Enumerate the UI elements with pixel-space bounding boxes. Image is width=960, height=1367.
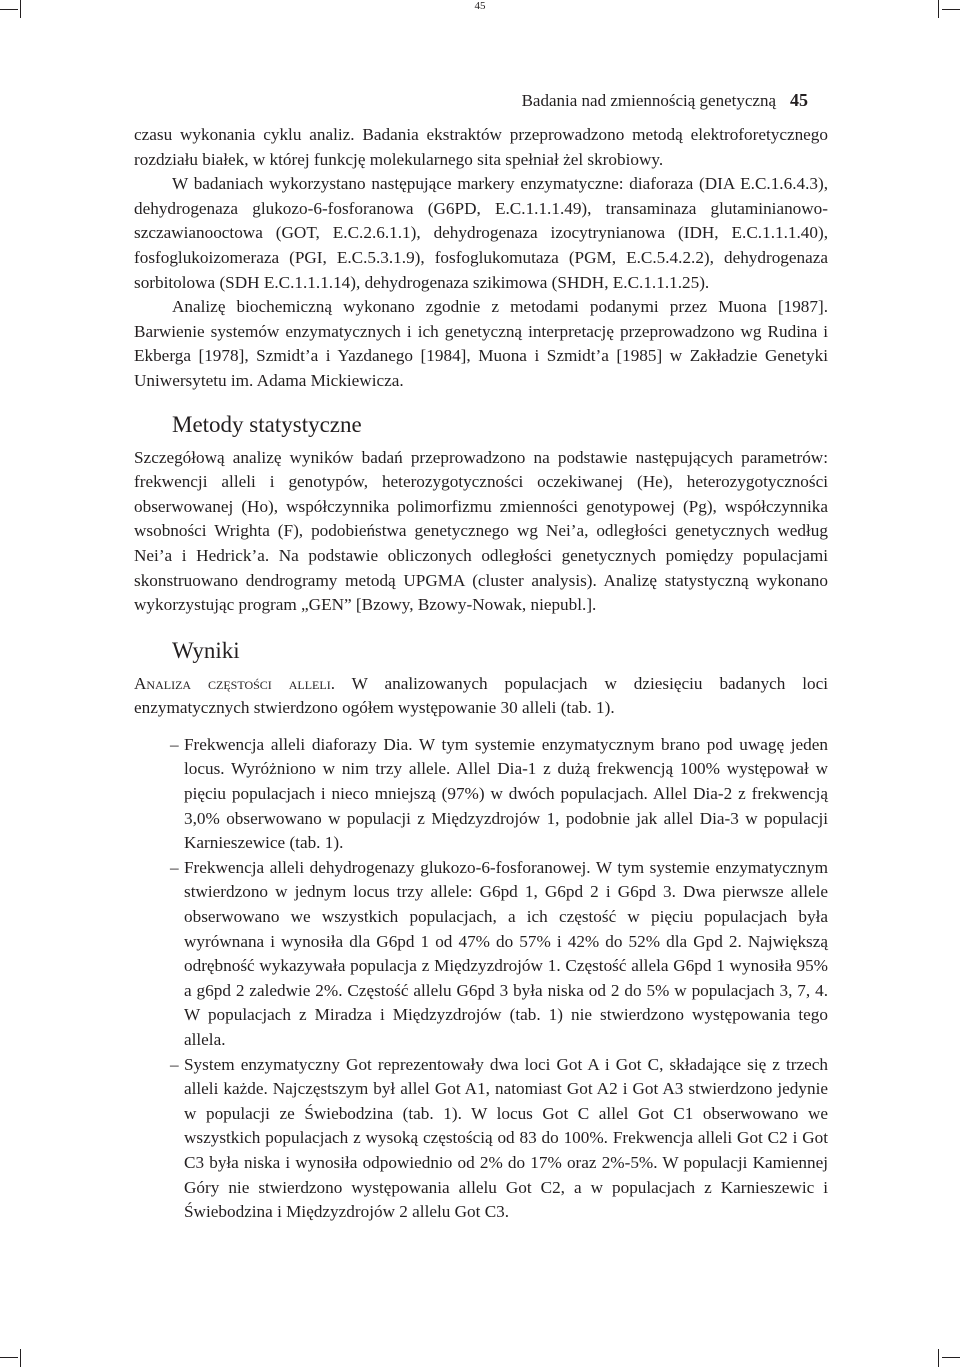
section-heading-stats: Metody statystyczne [172, 411, 362, 437]
list-item [134, 733, 828, 856]
crop-mark [0, 1357, 18, 1358]
dash-bullet: – [170, 734, 179, 754]
list-item-text: Frekwencja alleli dehydrogenazy glukozo-6-fosforanowej. W tym systemie enzymatycznym stwierdzono w jednym locus trzy allele: G6pd 1, G6pd 2 i G6pd 3. Dwa pierwsze allele obserwowano we wszystkich populacjach, a ich częstość w pięciu populacjach była wyrównana i wynosiła dla G6pd 1 od 47% do 57% i 42% do 52% dla Gpd 2. Największą odrębność wykazywała populacja z Międzyzdrojów 1. Częstość allela G6pd 1 wynosiła 95% a g6pd 2 zaledwie 2%. Częstość allelu G6pd 3 była niska od 2 do 5% w populacjach 3, 7, 4. W populacjach z Miradza i Międzyzdrojów (tab. 1) nie stwierdzono występowania tego allela. [184, 857, 828, 1049]
crop-mark [20, 1349, 21, 1367]
printer-slug-page-number: 45 [474, 0, 486, 12]
list-item-text: System enzymatyczny Got reprezentowały dwa loci Got A i Got C, składające się z trzech alleli każde. Najczęstszym był allel Got A1, natomiast Got A2 i Got A3 stwierdzono jedynie w populacji ze Świebodzina (tab. 1). W locus Got C allel Got C1 obserwowano we wszystkich populacjach z wysoką częstością od 83 do 100%. Frekwencja alleli Got C2 i Got C3 była niska i wynosiła odpowiednio od 2% do 17% oraz 2%-5%. W populacji Kamiennej Góry nie stwierdzono występowania allelu Got C2, a w populacjach z Karnieszewic i Świebodzina i Międzyzdrojów 2 allelu Got C3. [184, 1054, 828, 1222]
crop-mark [938, 1349, 939, 1367]
running-header [134, 89, 808, 112]
results-dash-list [134, 733, 828, 1225]
list-item-text: Frekwencja alleli diaforazy Dia. W tym systemie enzymatycznym brano pod uwagę jeden locus. Wyróżniono w nim trzy allele. Allel Dia-1 z dużą frekwencją 100% występował w pięciu populacjach i nieco mniejszą (97%) w dwóch populacjach. Allel Dia-2 z frekwencją 3,0% obserwowano w populacji z Międzyzdrojów 1, podobnie jak allel Dia-3 w populacji Karnieszewice (tab. 1). [184, 734, 828, 853]
lead-text: W analizowanych populacjach w dziesięciu badanych loci enzymatycznych stwierdzono ogółem występowanie 30 alleli (tab. 1). [134, 673, 829, 718]
crop-mark [942, 1357, 960, 1358]
page-body [134, 123, 828, 1225]
list-item [134, 1053, 828, 1225]
paragraph-results-lead [134, 672, 828, 721]
paragraph-markers: W badaniach wykorzystano następujące markery enzymatyczne: diaforaza (DIA E.C.1.6.4.3), dehydrogenaza glukozo-6-fosforanowa (G6PD, E.C.1.1.1.49), transaminaza glutaminianowo-szczawianooctowa (GOT, E.C.2.6.1.1), dehydrogenaza izocytrynianowa (IDH, E.C.1.1.1.40), fosfoglukoizomeraza (PGI, E.C.5.3.1.9), fosfoglukomutaza (PGM, E.C.5.4.2.2), dehydrogenaza sorbitolowa (SDH E.C.1.1.1.14), dehydrogenaza szikimowa (SHDH, E.C.1.1.1.25). [134, 174, 828, 292]
section-heading-results: Wyniki [172, 637, 240, 663]
paragraph-continuation: czasu wykonania cyklu analiz. Badania ekstraktów przeprowadzono metodą elektroforetycznego rozdziału białek, w której funkcję molekularnego sita spełniał żel skrobiowy. [134, 125, 828, 169]
dash-bullet: – [170, 1054, 179, 1074]
running-title: Badania nad zmiennością genetyczną [521, 91, 776, 110]
paragraph-analysis: Analizę biochemiczną wykonano zgodnie z metodami podanymi przez Muona [1987]. Barwienie systemów enzymatycznych i ich genetyczną interpretację przeprowadzono wg Rudina i Ekberga [1978], Szmidt’a i Yazdanego [1984], Muona i Szmidt’a [1985] w Zakładzie Genetyki Uniwersytetu im. Adama Mickiewicza. [134, 297, 828, 390]
paragraph-stats: Szczegółową analizę wyników badań przeprowadzono na podstawie następujących parametrów: frekwencji alleli i genotypów, heterozygotyczności oczekiwanej (He), heterozygotyczności obserwowanej (Ho), współczynnika polimorfizmu zmienności genotypowej (Pg), współczynnika wsobności Wrighta (F), podobieństwa genetycznego wg Nei’a, odległości genetycznych według Nei’a i Hedrick’a. Na podstawie obliczonych odległości genetycznych pomiędzy populacjami skonstruowano dendrogramy metodą UPGMA (cluster analysis). Analizę statystyczną wykonano wykorzystując program „GEN” [Bzowy, Bzowy-Nowak, niepubl.]. [134, 447, 828, 615]
list-item [134, 856, 828, 1053]
header-page-number: 45 [790, 90, 808, 110]
run-in-heading: Analiza częstości alleli. [134, 673, 336, 693]
dash-bullet: – [170, 857, 179, 877]
